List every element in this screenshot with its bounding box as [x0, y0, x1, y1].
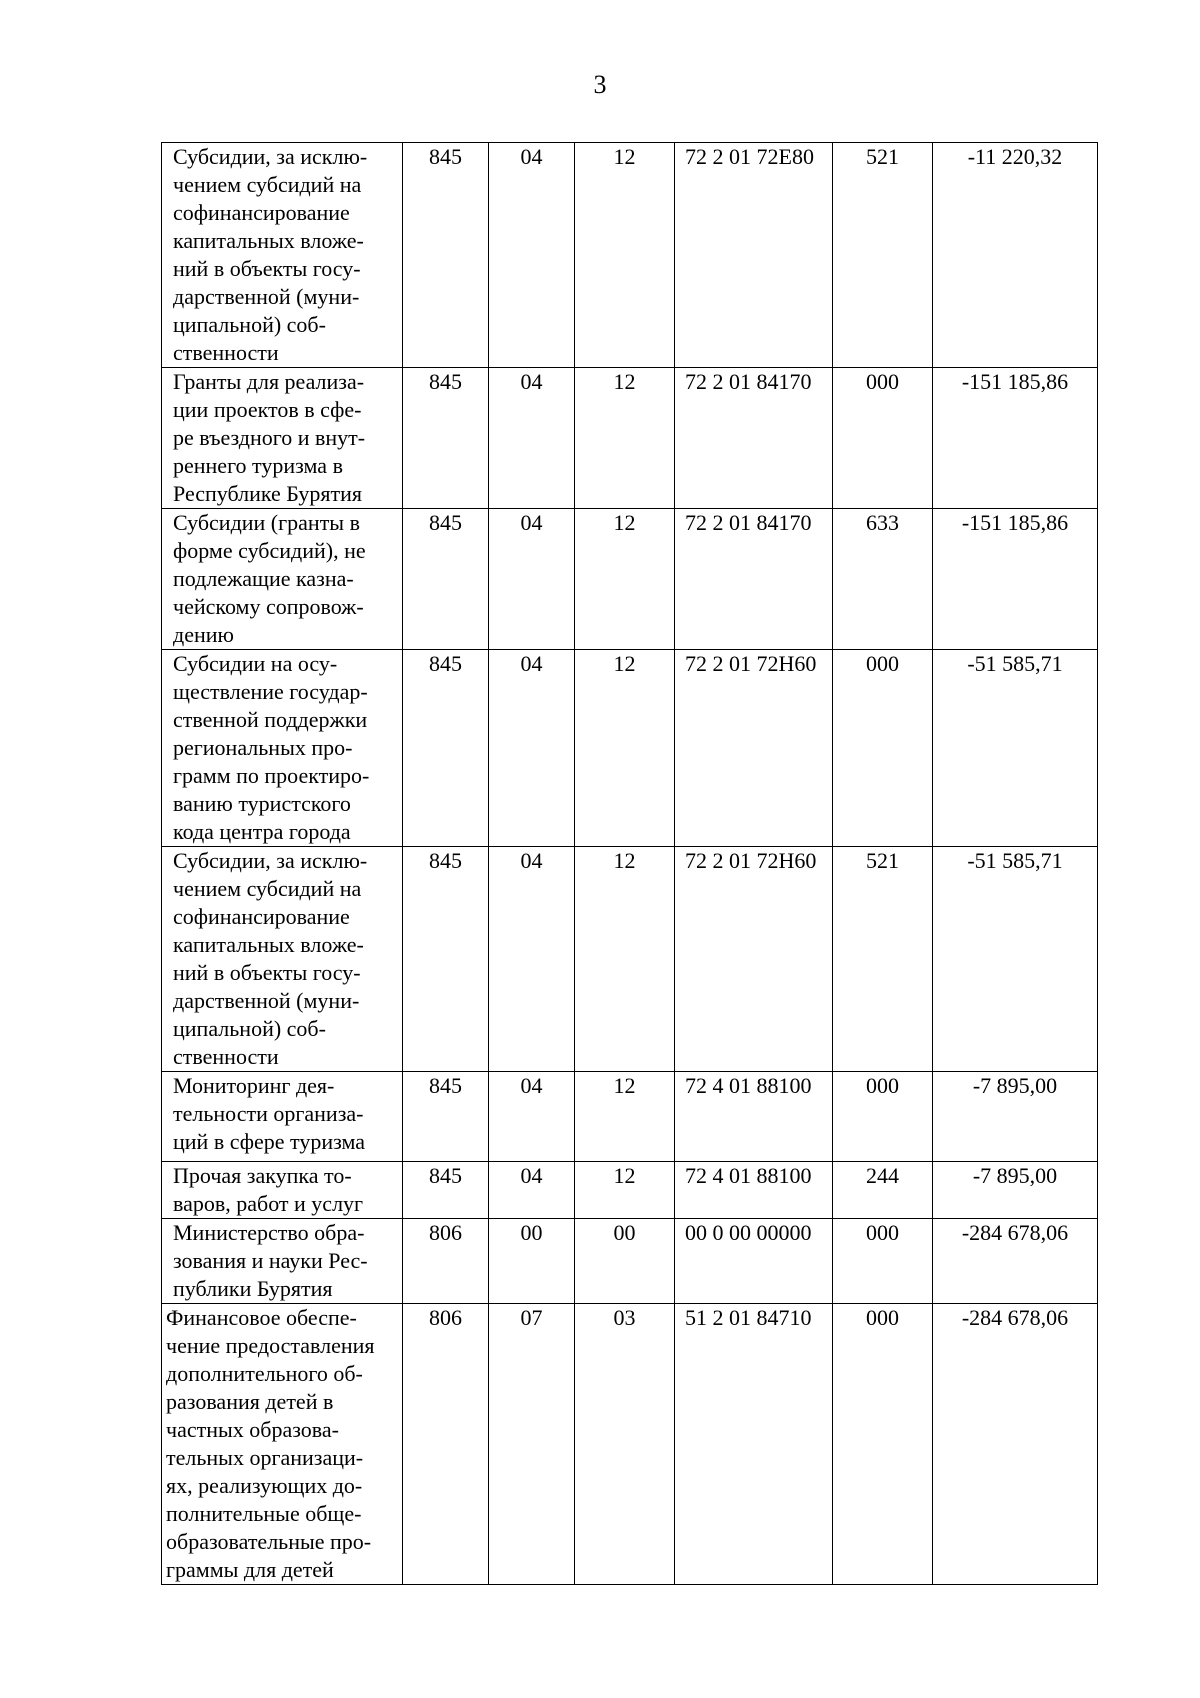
target-article-cell [675, 1219, 833, 1304]
expense-type: 000 [866, 1305, 899, 1330]
subsection-code-cell [575, 143, 675, 368]
ministry-code: 845 [429, 1163, 462, 1188]
subsection-code: 12 [613, 369, 636, 394]
budget-table [161, 142, 1098, 1585]
subsection-code-cell [575, 847, 675, 1072]
target-article: 00 0 00 00000 [685, 1220, 812, 1245]
expense-type-cell [833, 1162, 933, 1219]
ministry-code: 845 [429, 1073, 462, 1098]
subsection-code-cell [575, 1304, 675, 1585]
row-name: Гранты для реализа- ции проектов в сфе- ре въездного и внут- реннего туризма в Республике Бурятия [173, 369, 366, 506]
table-row [162, 847, 1098, 1072]
ministry-code-cell [403, 1162, 489, 1219]
amount-cell [933, 847, 1098, 1072]
expense-type: 000 [866, 651, 899, 676]
table-row [162, 368, 1098, 509]
section-code-cell [489, 1219, 575, 1304]
row-name: Субсидии на осу- ществление государ- ственной поддержки региональных про- грамм по проектиро- ванию туристского кода центра города [173, 651, 370, 844]
subsection-code: 12 [613, 144, 636, 169]
target-article: 72 2 01 84170 [685, 369, 812, 394]
row-name-cell [162, 650, 403, 847]
subsection-code-cell [575, 650, 675, 847]
target-article: 51 2 01 84710 [685, 1305, 812, 1330]
expense-type: 244 [866, 1163, 899, 1188]
section-code-cell [489, 847, 575, 1072]
ministry-code: 806 [429, 1220, 462, 1245]
section-code-cell [489, 1304, 575, 1585]
amount-cell [933, 368, 1098, 509]
expense-type: 521 [866, 848, 899, 873]
page-number: 3 [593, 70, 607, 99]
row-name: Министерство обра- зования и науки Рес- публики Бурятия [173, 1220, 368, 1301]
ministry-code: 845 [429, 651, 462, 676]
row-name-cell [162, 1304, 403, 1585]
target-article: 72 2 01 84170 [685, 510, 812, 535]
table-row [162, 1072, 1098, 1162]
row-name-cell [162, 368, 403, 509]
target-article-cell [675, 368, 833, 509]
subsection-code-cell [575, 1219, 675, 1304]
row-name: Субсидии, за исклю- чением субсидий на софинансирование капитальных вложе- ний в объекты госу- дарственной (муни- ципальной) соб- ственности [173, 848, 368, 1069]
table-row [162, 143, 1098, 368]
subsection-code-cell [575, 509, 675, 650]
section-code-cell [489, 368, 575, 509]
expense-type: 633 [866, 510, 899, 535]
row-name-cell [162, 1072, 403, 1162]
target-article: 72 4 01 88100 [685, 1073, 812, 1098]
ministry-code-cell [403, 1304, 489, 1585]
subsection-code: 12 [613, 1073, 636, 1098]
table-row [162, 1162, 1098, 1219]
table-row [162, 650, 1098, 847]
subsection-code-cell [575, 1162, 675, 1219]
section-code: 04 [520, 510, 543, 535]
target-article-cell [675, 847, 833, 1072]
amount-cell [933, 509, 1098, 650]
subsection-code: 12 [613, 1163, 636, 1188]
row-name: Финансовое обеспе- чение предоставления дополнительного об- разования детей в частных образова- тельных организаци- ях, реализующих до- полнительные обще- образовательные про- граммы для детей [166, 1305, 375, 1582]
target-article-cell [675, 1304, 833, 1585]
expense-type-cell [833, 143, 933, 368]
expense-type-cell [833, 1219, 933, 1304]
row-name: Субсидии, за исклю- чением субсидий на софинансирование капитальных вложе- ний в объекты госу- дарственной (муни- ципальной) соб- ственности [173, 144, 368, 365]
ministry-code-cell [403, 143, 489, 368]
amount: -11 220,32 [967, 144, 1063, 169]
target-article-cell [675, 1162, 833, 1219]
amount-cell [933, 1219, 1098, 1304]
target-article-cell [675, 1072, 833, 1162]
section-code: 00 [520, 1220, 543, 1245]
ministry-code: 845 [429, 369, 462, 394]
amount: -284 678,06 [961, 1305, 1069, 1330]
section-code: 04 [520, 144, 543, 169]
amount-cell [933, 1304, 1098, 1585]
amount-cell [933, 1072, 1098, 1162]
section-code-cell [489, 1072, 575, 1162]
expense-type: 000 [866, 369, 899, 394]
target-article: 72 2 01 72Н60 [685, 651, 817, 676]
section-code: 04 [520, 1163, 543, 1188]
target-article: 72 2 01 72Н60 [685, 848, 817, 873]
row-name: Мониторинг дея- тельности организа- ций в сфере туризма [173, 1073, 366, 1154]
table-row [162, 1304, 1098, 1585]
target-article-cell [675, 143, 833, 368]
row-name-cell [162, 1219, 403, 1304]
ministry-code-cell [403, 847, 489, 1072]
expense-type-cell [833, 1072, 933, 1162]
ministry-code-cell [403, 1072, 489, 1162]
ministry-code-cell [403, 509, 489, 650]
table-row [162, 509, 1098, 650]
table-row [162, 1219, 1098, 1304]
target-article: 72 2 01 72Е80 [685, 144, 814, 169]
section-code: 04 [520, 848, 543, 873]
expense-type-cell [833, 847, 933, 1072]
ministry-code: 845 [429, 510, 462, 535]
ministry-code: 845 [429, 848, 462, 873]
expense-type: 000 [866, 1220, 899, 1245]
amount: -7 895,00 [972, 1073, 1058, 1098]
amount-cell [933, 650, 1098, 847]
expense-type-cell [833, 368, 933, 509]
subsection-code-cell [575, 1072, 675, 1162]
ministry-code-cell [403, 1219, 489, 1304]
row-name-cell [162, 143, 403, 368]
target-article-cell [675, 509, 833, 650]
amount: -151 185,86 [961, 510, 1069, 535]
subsection-code: 03 [613, 1305, 636, 1330]
ministry-code-cell [403, 650, 489, 847]
expense-type: 521 [866, 144, 899, 169]
section-code-cell [489, 509, 575, 650]
subsection-code: 12 [613, 848, 636, 873]
amount: -151 185,86 [961, 369, 1069, 394]
expense-type-cell [833, 509, 933, 650]
subsection-code: 12 [613, 651, 636, 676]
target-article: 72 4 01 88100 [685, 1163, 812, 1188]
subsection-code-cell [575, 368, 675, 509]
row-name: Прочая закупка то- варов, работ и услуг [173, 1163, 364, 1216]
amount: -51 585,71 [967, 651, 1063, 676]
amount: -7 895,00 [972, 1163, 1058, 1188]
row-name-cell [162, 509, 403, 650]
ministry-code: 845 [429, 144, 462, 169]
row-name-cell [162, 847, 403, 1072]
amount: -51 585,71 [967, 848, 1063, 873]
amount-cell [933, 1162, 1098, 1219]
section-code: 04 [520, 369, 543, 394]
amount: -284 678,06 [961, 1220, 1069, 1245]
subsection-code: 12 [613, 510, 636, 535]
ministry-code: 806 [429, 1305, 462, 1330]
section-code-cell [489, 650, 575, 847]
section-code: 04 [520, 651, 543, 676]
expense-type-cell [833, 1304, 933, 1585]
section-code: 07 [520, 1305, 543, 1330]
target-article-cell [675, 650, 833, 847]
expense-type-cell [833, 650, 933, 847]
amount-cell [933, 143, 1098, 368]
expense-type: 000 [866, 1073, 899, 1098]
section-code-cell [489, 1162, 575, 1219]
section-code-cell [489, 143, 575, 368]
section-code: 04 [520, 1073, 543, 1098]
row-name: Субсидии (гранты в форме субсидий), не подлежащие казна- чейскому сопровож- дению [173, 510, 366, 647]
ministry-code-cell [403, 368, 489, 509]
row-name-cell [162, 1162, 403, 1219]
subsection-code: 00 [613, 1220, 636, 1245]
